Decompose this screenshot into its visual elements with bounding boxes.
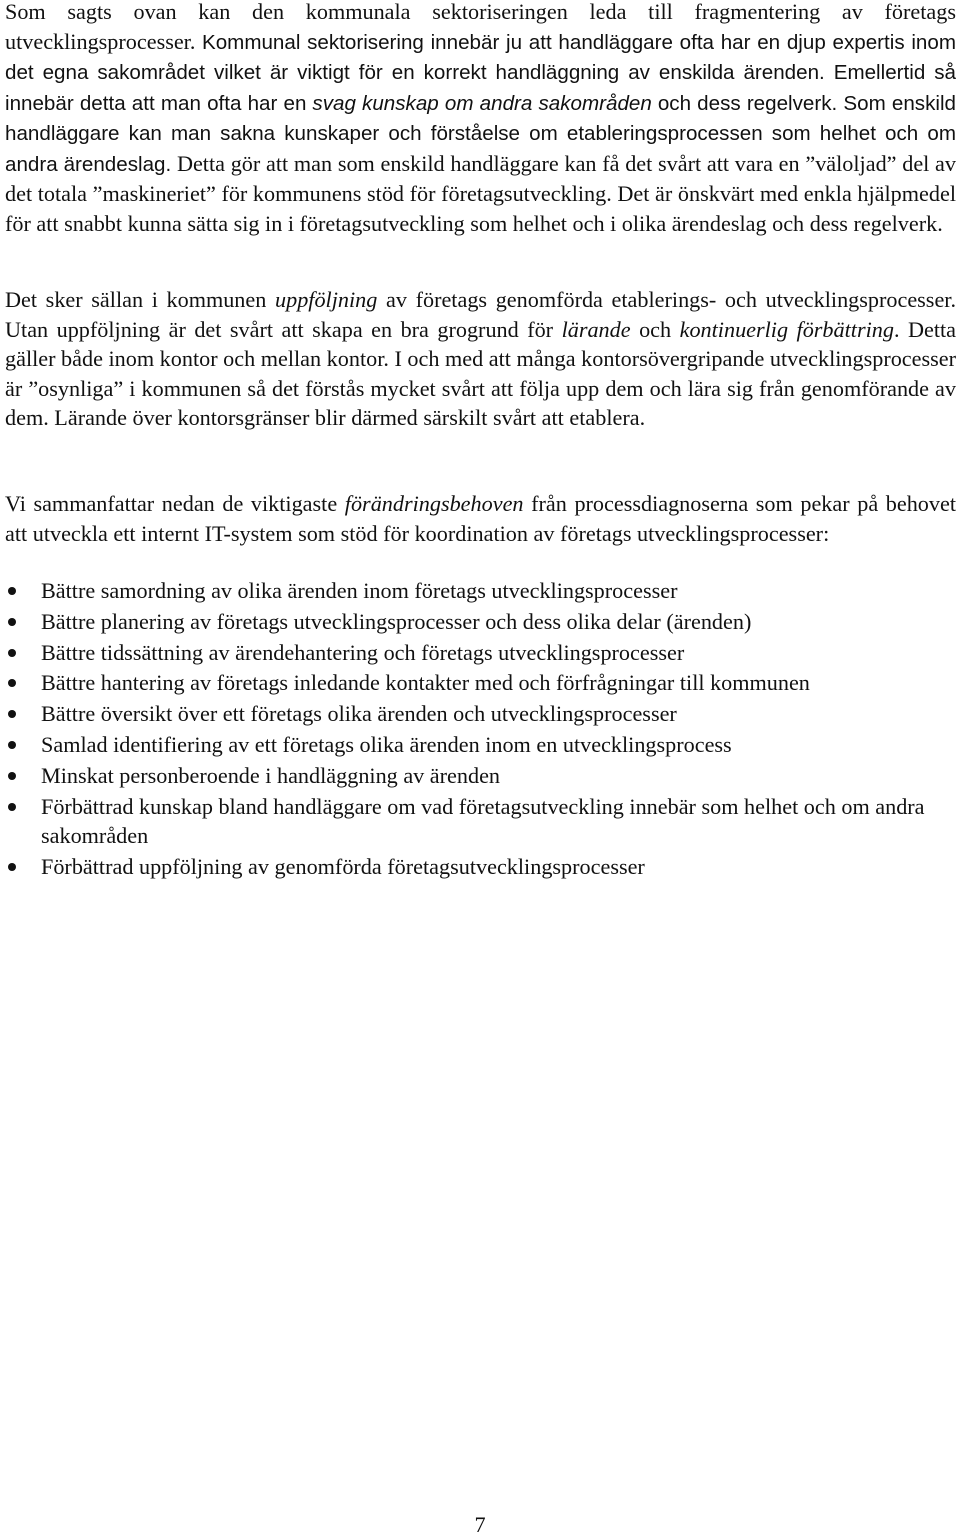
paragraph-text: och dess regelverk. Som enskild handläggare kan man sakna kunskaper och förståelse om etableringsprocessen som helhet och om andra ärendeslag. [5,91,957,176]
paragraph-text: av företags genomförda etablerings- och utvecklingsprocesser. Utan uppföljning är det svårt att skapa en bra grogrund för [5,287,957,342]
bullet-icon [8,618,16,626]
list-item-text: Bättre tidssättning av ärendehantering och företags utvecklingsprocesser [41,639,685,665]
paragraph-text: Som sagts ovan kan den kommunala sektoriseringen leda till fragmentering av företags utvecklingsprocesser. [5,0,956,54]
bullet-icon [8,710,16,718]
paragraph-fragmentation [5,0,956,238]
list-item-text: Bättre samordning av olika ärenden inom företags utvecklingsprocesser [41,578,678,603]
list-item [0,699,956,729]
emphasis-text: kontinuerlig förbättring [679,316,894,342]
paragraph-text: och [639,316,672,342]
list-item [0,730,956,760]
list-item [0,761,956,791]
bullet-icon [8,803,16,811]
change-needs-list [0,576,956,883]
list-item [0,607,956,637]
page-number: 7 [474,1512,486,1537]
list-item [0,792,956,851]
list-item [0,852,956,882]
bullet-icon [8,863,16,871]
list-item-text: Samlad identifiering av ett företags olika ärenden inom en utvecklingsprocess [41,731,732,757]
list-item-text: Förbättrad uppföljning av genomförda företagsutvecklingsprocesser [41,853,645,879]
list-item [0,638,956,668]
list-item-text: Bättre planering av företags utvecklingsprocesser och dess olika delar (ärenden) [41,608,752,634]
list-item-text: Förbättrad kunskap bland handläggare om vad företagsutveckling innebär som helhet och om andra sakområden [41,793,925,849]
emphasis-text: uppföljning [275,287,378,312]
paragraph-text: Det sker sällan i kommunen [5,287,267,312]
emphasis-text: svag kunskap om andra sakområden [312,91,652,115]
bullet-icon [8,741,16,749]
list-item [0,668,956,698]
bullet-icon [8,772,16,780]
paragraph-text: från processdiagnoserna som pekar på behovet att utveckla ett internt IT-system som stöd för koordination av företags utvecklingsprocesser: [5,491,957,546]
paragraph-text: . Detta gäller både inom kontor och mellan kontor. I och med att många kontorsövergripande utvecklingsprocesser är ”osynliga” i kommunen så det förstås mycket svårt att följa upp dem och lära sig från genomförande av dem. Lärande över kontorsgränser blir därmed särskilt svårt att etablera. [5,316,957,430]
list-item-text: Bättre översikt över ett företags olika ärenden och utvecklingsprocesser [41,701,677,727]
paragraph-summary [5,489,956,548]
paragraph-text: Kommunal sektorisering innebär ju att handläggare ofta har en djup expertis inom det egna sakområdet vilket är viktigt för en korrekt handläggning av enskilda ärenden. Emellertid så innebär detta att man ofta har en [5,30,956,115]
bullet-icon [8,679,16,687]
list-item-text: Minskat personberoende i handläggning av ärenden [41,762,501,788]
paragraph-text: Detta gör att man som enskild handläggare kan få det svårt att vara en ”väloljad” del av det totala ”maskineriet” för kommunens stöd för företagsutveckling. Det är önskvärt med enkla hjälpmedel för att snabbt kunna sätta sig in i företagsutveckling som helhet och i olika ärendeslag och dess regelverk. [5,150,957,236]
bullet-icon [8,587,16,595]
bullet-icon [8,649,16,657]
paragraph-follow-up [5,285,956,433]
list-item-text: Bättre hantering av företags inledande kontakter med och förfrågningar till kommunen [41,670,810,696]
list-item [0,576,956,606]
paragraph-text: Vi sammanfattar nedan de viktigaste [5,491,338,516]
emphasis-text: lärande [561,316,631,342]
emphasis-text: förändringsbehoven [344,491,524,516]
